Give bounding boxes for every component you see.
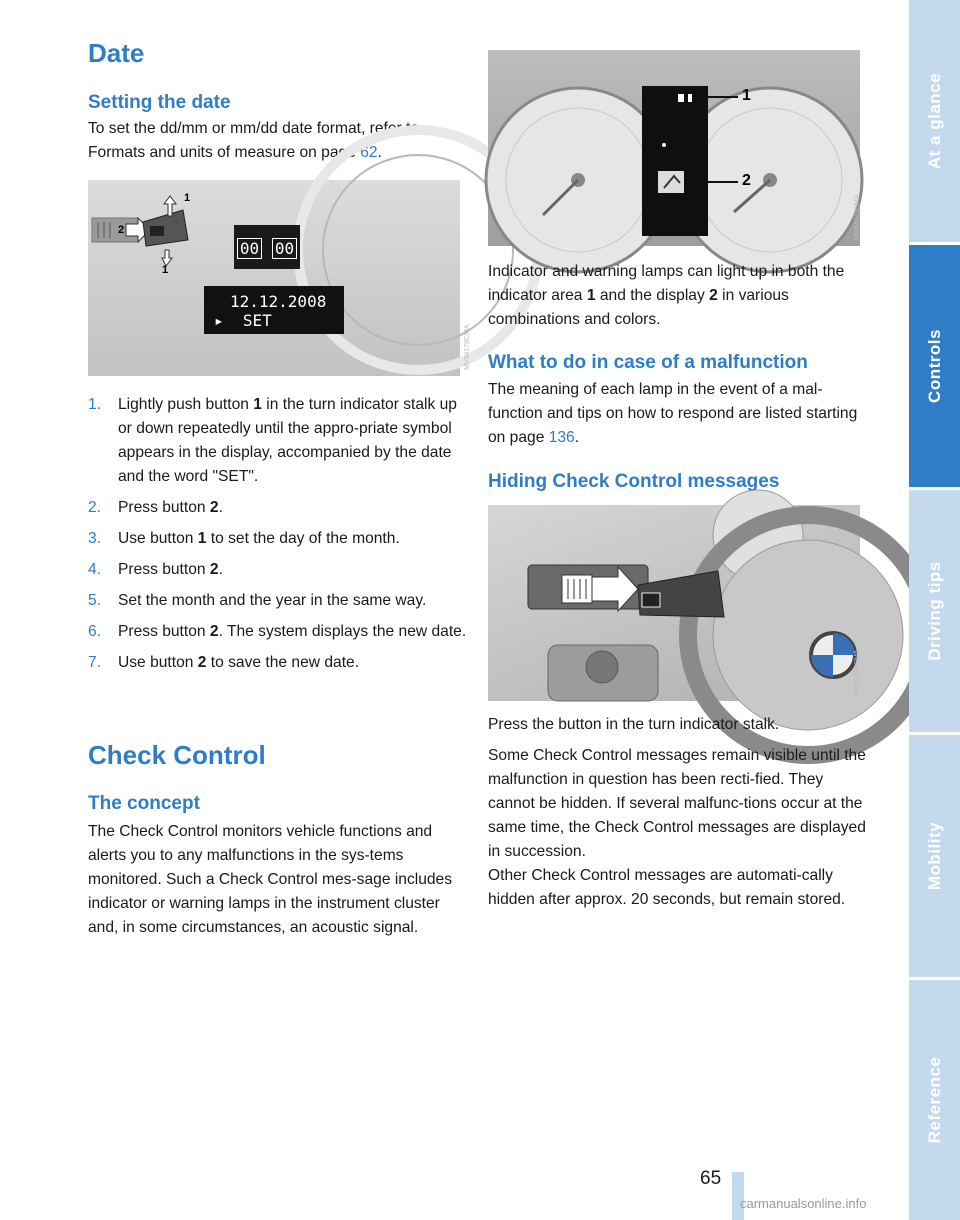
date-title: Date bbox=[88, 38, 145, 68]
lcd-right-digits: 00 bbox=[272, 238, 297, 259]
stalk-figure bbox=[488, 505, 860, 701]
setting-date-heading: Setting the date bbox=[88, 92, 231, 113]
tab-at-a-glance[interactable] bbox=[909, 0, 960, 242]
step-text-part: to save the new date. bbox=[206, 654, 360, 671]
page-link-62[interactable]: 62 bbox=[360, 144, 378, 161]
step-number: 6. bbox=[88, 623, 102, 640]
tab-controls[interactable] bbox=[909, 245, 960, 487]
intro-text: To set the dd/mm or mm/dd date format, refer to Formats and units of measure on page bbox=[88, 120, 420, 161]
step-number: 5. bbox=[88, 592, 102, 609]
step-text-part: Use button bbox=[118, 654, 198, 671]
page-link-136[interactable]: 136 bbox=[548, 429, 575, 446]
tab-label: Mobility bbox=[924, 821, 944, 891]
step-number: 4. bbox=[88, 561, 102, 578]
cluster-figure-code: MV04779CMA bbox=[854, 194, 861, 240]
step-item bbox=[88, 651, 468, 675]
step-number: 3. bbox=[88, 530, 102, 547]
step-item bbox=[88, 496, 468, 520]
tab-mobility[interactable] bbox=[909, 735, 960, 977]
malfunction-heading: What to do in case of a malfunction bbox=[488, 352, 808, 373]
step-text bbox=[118, 651, 359, 675]
tab-reference[interactable] bbox=[909, 980, 960, 1220]
cluster-callout-1: 1 bbox=[742, 87, 751, 104]
stalk-illustration bbox=[488, 505, 860, 701]
hiding-paragraph-1: Press the button in the turn indicator stalk. bbox=[488, 716, 780, 733]
step-text bbox=[118, 558, 223, 582]
hiding-heading: Hiding Check Control messages bbox=[488, 471, 780, 492]
step-item bbox=[88, 393, 468, 489]
page-number: 65 bbox=[700, 1168, 722, 1189]
step-text-part: . The system displays the new date. bbox=[218, 623, 467, 640]
check-control-title: Check Control bbox=[88, 740, 266, 770]
watermark: carmanualsonline.info bbox=[740, 1196, 867, 1211]
step-text bbox=[118, 393, 468, 489]
step-text-part: Press button bbox=[118, 499, 210, 516]
step-text bbox=[118, 589, 426, 613]
lcd-set: SET bbox=[242, 311, 272, 330]
section-sidebar bbox=[909, 0, 960, 1220]
step-number: 7. bbox=[88, 654, 102, 671]
stalk-figure-code: MV03354CMA bbox=[854, 649, 861, 695]
intro-end: . bbox=[377, 144, 382, 161]
lcd-left-digits: 00 bbox=[237, 238, 262, 259]
step-text-part: Press button bbox=[118, 623, 210, 640]
calendar-lcd bbox=[234, 225, 300, 269]
lamps-text-c: in various combinations and colors. bbox=[488, 287, 789, 328]
step-item bbox=[88, 620, 468, 644]
step-text bbox=[118, 496, 223, 520]
step-text-part: Set the month and the year in the same way. bbox=[118, 592, 427, 609]
step-item bbox=[88, 527, 468, 551]
tab-label: Driving tips bbox=[924, 561, 944, 661]
hiding-paragraph-2: Some Check Control messages remain visible until the malfunction in question has been recti-fied. They cannot be hidden. If several malfunc-tions occur at the same time, the Check Control messages are displayed in succession. bbox=[488, 747, 866, 860]
callout-1-bottom: 1 bbox=[162, 264, 169, 276]
step-text-part: to set the day of the month. bbox=[206, 530, 400, 547]
lamps-bold-2: 2 bbox=[709, 287, 718, 304]
step-text bbox=[118, 527, 400, 551]
play-icon: ▸ bbox=[214, 311, 224, 330]
step-text-part: Lightly push button bbox=[118, 396, 254, 413]
instrument-cluster-figure bbox=[488, 50, 860, 246]
callout-2: 2 bbox=[118, 224, 125, 236]
step-item bbox=[88, 558, 468, 582]
date-lcd bbox=[204, 286, 344, 334]
step-number: 2. bbox=[88, 499, 102, 516]
malfunction-text bbox=[488, 378, 863, 450]
lcd-set-row bbox=[214, 311, 334, 330]
tab-driving-tips[interactable] bbox=[909, 490, 960, 732]
turn-stalk-illustration bbox=[88, 180, 460, 376]
lamps-bold-1: 1 bbox=[586, 287, 596, 304]
date-setting-figure bbox=[88, 180, 471, 376]
cluster-callout-2: 2 bbox=[742, 172, 751, 189]
lcd-date: 12.12.2008 bbox=[230, 292, 327, 311]
step-number: 1. bbox=[88, 396, 102, 413]
tab-label: At a glance bbox=[924, 72, 944, 170]
lamps-text bbox=[488, 260, 863, 332]
step-text-part: in the turn indicator stalk up or down repeatedly until the appro-priate symbol appears in the display, accompanied by the date and the word "SET". bbox=[118, 396, 457, 485]
step-bold: 2 bbox=[197, 654, 207, 671]
malfunction-end: . bbox=[574, 429, 580, 446]
step-bold: 2 bbox=[209, 499, 219, 516]
setting-date-intro bbox=[88, 117, 473, 165]
malfunction-text-part: The meaning of each lamp in the event of a mal-function and tips on how to respond are listed starting on page bbox=[488, 381, 858, 446]
concept-heading: The concept bbox=[88, 793, 200, 814]
date-steps-list bbox=[88, 393, 468, 682]
lamps-text-b: and the display bbox=[595, 287, 710, 304]
step-text-part: Use button bbox=[118, 530, 198, 547]
hiding-paragraph-3: Other Check Control messages are automati-cally hidden after approx. 20 seconds, but remain stored. bbox=[488, 867, 846, 908]
step-item bbox=[88, 589, 468, 613]
step-bold: 1 bbox=[253, 396, 262, 413]
step-text-part: . bbox=[218, 499, 223, 516]
step-bold: 2 bbox=[209, 623, 219, 640]
callout-1-top: 1 bbox=[184, 192, 191, 204]
step-bold: 1 bbox=[197, 530, 207, 547]
tab-label: Controls bbox=[924, 329, 944, 403]
tab-label: Reference bbox=[924, 1056, 944, 1144]
lamps-text-a: Indicator and warning lamps can light up in both the indicator area bbox=[488, 263, 845, 304]
cluster-illustration bbox=[488, 50, 860, 246]
step-bold: 2 bbox=[209, 561, 219, 578]
step-text-part: . bbox=[218, 561, 223, 578]
concept-text: The Check Control monitors vehicle functions and alerts you to any malfunctions in the sys-tems monitored. Such a Check Control mes-sage includes indicator or warning lamps in the instrument cluster and, in some circumstances, an acoustic signal. bbox=[88, 823, 453, 936]
step-text-part: Press button bbox=[118, 561, 210, 578]
step-text bbox=[118, 620, 466, 644]
figure-code: MV04178CMA bbox=[464, 324, 471, 370]
